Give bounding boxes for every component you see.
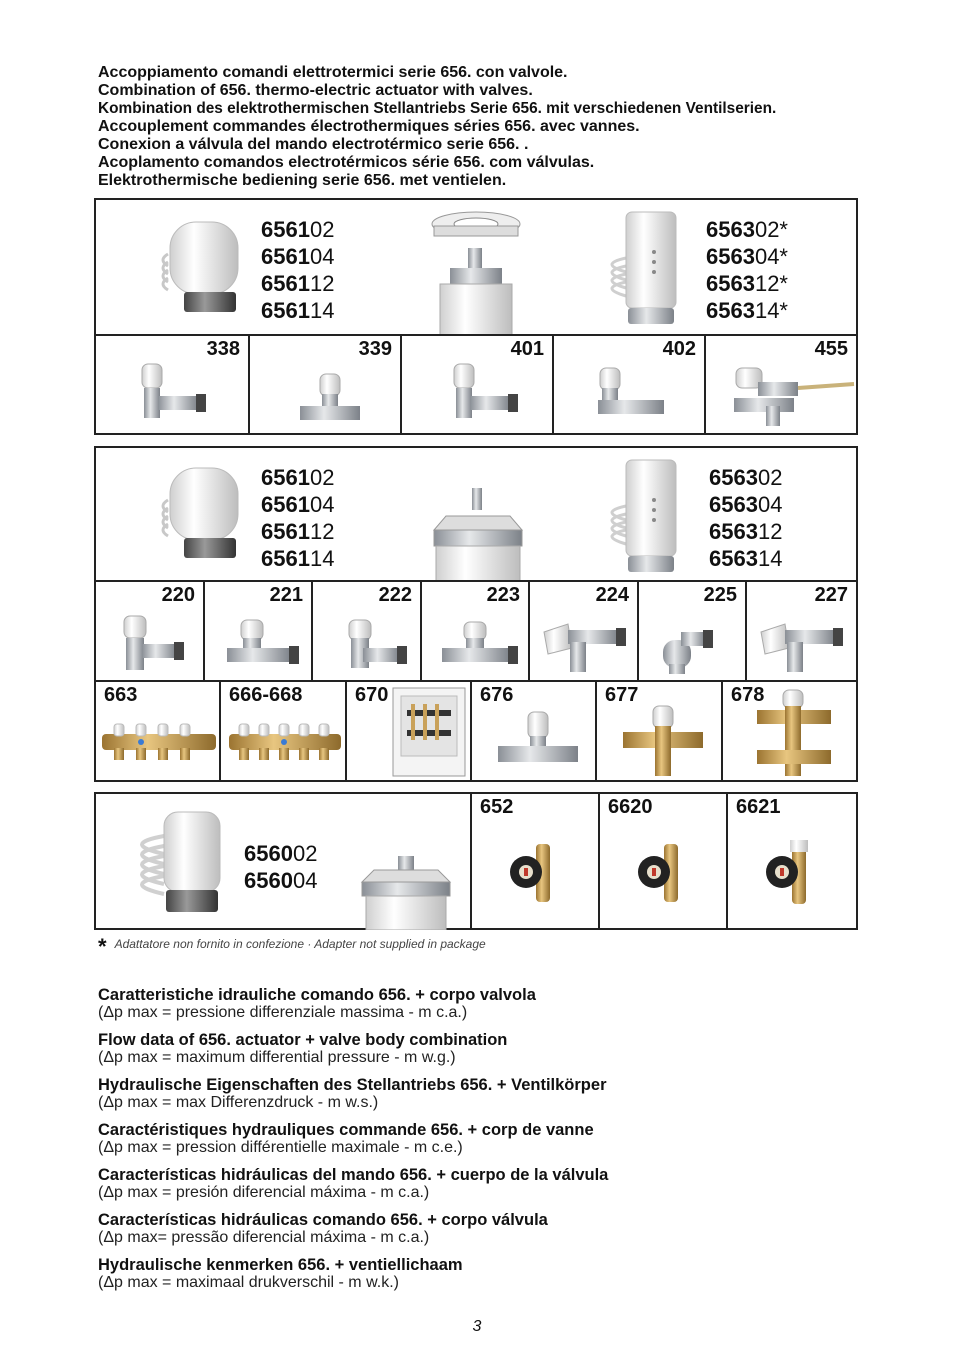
code-line: 656302 [709, 465, 783, 490]
header-line-fr: Accouplement commandes électrothermiques séries 656. avec vannes. [98, 118, 640, 135]
valve-code: 222 [378, 584, 412, 606]
manifold-code: 670 [355, 684, 389, 706]
manifold-code: 677 [605, 684, 639, 706]
flow-block-it [98, 986, 898, 1022]
adapter-icon [426, 206, 526, 336]
valve-angle-icon [333, 618, 409, 674]
code-line: 656304 [709, 492, 783, 517]
valve-cell [728, 794, 856, 928]
manifolds-row [96, 680, 856, 782]
flow-title: Características hidráulicas comando 656. + corpo válvula [98, 1211, 548, 1229]
flow-block-de [98, 1076, 898, 1112]
manifold-cabinet-icon [391, 686, 467, 778]
manifold-icon [227, 720, 343, 764]
valve-cell [205, 582, 313, 682]
header-block [98, 64, 898, 190]
actuator-codes-6561 [261, 216, 334, 324]
footnote-star: * [98, 934, 107, 959]
flow-title: Caractéristiques hydrauliques commande 656. + corp de vanne [98, 1121, 594, 1139]
code-line: 656104 [261, 492, 335, 517]
valve-code: 224 [595, 584, 629, 606]
actuator-codes-6561 [261, 464, 334, 572]
flow-title: Hydraulische Eigenschaften des Stellantriebs 656. + Ventilkörper [98, 1076, 607, 1094]
footnote [98, 934, 486, 960]
code-line: 656312 [709, 519, 783, 544]
flow-subtitle: (Δp max = pression différentielle maximale - m c.e.) [98, 1139, 463, 1156]
valve-code: 338 [206, 338, 240, 360]
code-line: 656314* [706, 298, 788, 323]
actuator-codes-6563 [709, 464, 782, 572]
actuator-compact-icon [118, 806, 228, 916]
code-line: 656304* [706, 244, 788, 269]
manifold-cell [723, 682, 856, 782]
actuator-square-icon [596, 456, 696, 578]
flow-block-nl [98, 1256, 898, 1292]
code-line: 656102 [261, 465, 335, 490]
valve-code: 455 [814, 338, 848, 360]
valve-angle-icon [118, 614, 188, 676]
code-line: 656002 [244, 841, 318, 866]
combination-box-2 [94, 446, 858, 782]
valve-angle-icon [136, 360, 216, 430]
valve-cell [96, 582, 205, 682]
valve-cell [530, 582, 639, 682]
valve-four-way-icon [753, 688, 837, 778]
valve-cell [250, 336, 402, 435]
code-line: 656114 [261, 298, 335, 323]
valve-cell [554, 336, 706, 435]
manifold-code: 678 [731, 684, 765, 706]
header-line-es: Conexion a válvula del mando electrotérmico serie 656. . [98, 136, 529, 153]
valve-code: 6621 [736, 796, 781, 818]
valve-angle-icon [757, 614, 853, 676]
flow-subtitle: (Δp max = presión diferencial máxima - m c.a.) [98, 1184, 430, 1201]
flow-data-section [98, 986, 898, 1301]
valve-cell [706, 336, 856, 435]
flow-subtitle: (Δp max = maximum differential pressure - m w.g.) [98, 1049, 456, 1066]
footnote-text: Adattatore non fornito in confezione · Adapter not supplied in package [114, 937, 486, 951]
flow-title: Hydraulische kenmerken 656. + ventiellichaam [98, 1256, 463, 1274]
header-line-en: Combination of 656. thermo-electric actuator with valves. [98, 82, 533, 99]
valve-cell [96, 336, 250, 435]
actuator-codes-6560 [244, 840, 317, 894]
flow-block-pt [98, 1211, 898, 1247]
valve-code: 221 [269, 584, 303, 606]
valve-code: 225 [703, 584, 737, 606]
flow-title: Flow data of 656. actuator + valve body combination [98, 1031, 508, 1049]
adapter-icon [360, 854, 452, 930]
header-line-de: Kombination des elektrothermischen Stellantriebs Serie 656. mit verschiedenen Ventilserien. [98, 100, 777, 117]
actuator-round-icon [156, 458, 246, 568]
code-line: 656004 [244, 868, 318, 893]
flow-block-es [98, 1166, 898, 1202]
valves-row-1 [96, 334, 856, 435]
manifold-code: 663 [104, 684, 138, 706]
code-line: 656112 [261, 519, 335, 544]
valve-monotube-icon [728, 362, 856, 428]
valve-cell [600, 794, 728, 928]
combination-box-3 [94, 792, 858, 930]
valves-row-2 [96, 580, 856, 682]
flow-title: Caratteristiche idrauliche comando 656. + corpo valvola [98, 986, 536, 1004]
valve-code: 220 [161, 584, 195, 606]
valve-angle-icon [448, 360, 528, 430]
header-line-nl: Elektrothermische bediening serie 656. met ventielen. [98, 172, 507, 189]
valve-straight-icon [225, 618, 301, 674]
page-number: 3 [472, 1318, 482, 1335]
manifold-cell [347, 682, 472, 782]
code-line: 656114 [261, 546, 335, 571]
valve-straight-icon [296, 372, 366, 428]
valve-code: 6620 [608, 796, 653, 818]
valve-balancing-icon [630, 842, 694, 904]
valve-corner-icon [659, 622, 729, 678]
flow-title: Características hidráulicas del mando 656. + cuerpo de la válvula [98, 1166, 609, 1184]
manifold-cell [472, 682, 597, 782]
code-line: 656102 [261, 217, 335, 242]
flow-subtitle: (Δp max = max Differenzdruck - m w.s.) [98, 1094, 379, 1111]
manifold-cell [96, 682, 221, 782]
valve-balancing-icon [758, 838, 822, 906]
valve-code: 652 [480, 796, 514, 818]
flow-subtitle: (Δp max = pressione differenziale massima - m c.a.) [98, 1004, 468, 1021]
code-line: 656312* [706, 271, 788, 296]
manifold-cell [221, 682, 347, 782]
combination-box-1 [94, 198, 858, 435]
valve-code: 227 [814, 584, 848, 606]
actuator-round-icon [156, 212, 246, 322]
flow-block-en [98, 1031, 898, 1067]
code-line: 656302* [706, 217, 788, 242]
adapter-icon [430, 486, 526, 582]
code-line: 656104 [261, 244, 335, 269]
valve-straight-icon [440, 620, 520, 672]
valve-three-way-icon [621, 704, 705, 778]
header-line-pt: Acoplamento comandos electrotérmicos série 656. com válvulas. [98, 154, 595, 171]
valve-code: 223 [486, 584, 520, 606]
valve-code: 401 [510, 338, 544, 360]
valve-cell [747, 582, 856, 682]
code-line: 656314 [709, 546, 783, 571]
valve-cell [470, 794, 600, 928]
valve-cell [402, 336, 554, 435]
valve-cell [639, 582, 747, 682]
valve-balancing-icon [502, 842, 566, 904]
flow-block-fr [98, 1121, 898, 1157]
code-line: 656112 [261, 271, 335, 296]
actuator-codes-6563 [706, 216, 788, 324]
valve-code: 402 [662, 338, 696, 360]
actuator-square-icon [596, 208, 696, 330]
manifold-code: 666-668 [229, 684, 303, 706]
valve-straight-icon [594, 366, 674, 430]
valve-cell [313, 582, 422, 682]
manifold-icon [100, 720, 218, 764]
valve-cell [422, 582, 530, 682]
valve-code: 339 [358, 338, 392, 360]
header-line-it: Accoppiamento comandi elettrotermici serie 656. con valvole. [98, 64, 568, 81]
valve-straight-icon [496, 710, 580, 778]
flow-subtitle: (Δp max = maximaal drukverschil - m w.k.) [98, 1274, 399, 1291]
manifold-cell [597, 682, 723, 782]
valve-angle-icon [540, 614, 636, 676]
flow-subtitle: (Δp max= pressão diferencial máxima - m c.a.) [98, 1229, 430, 1246]
manifold-code: 676 [480, 684, 514, 706]
